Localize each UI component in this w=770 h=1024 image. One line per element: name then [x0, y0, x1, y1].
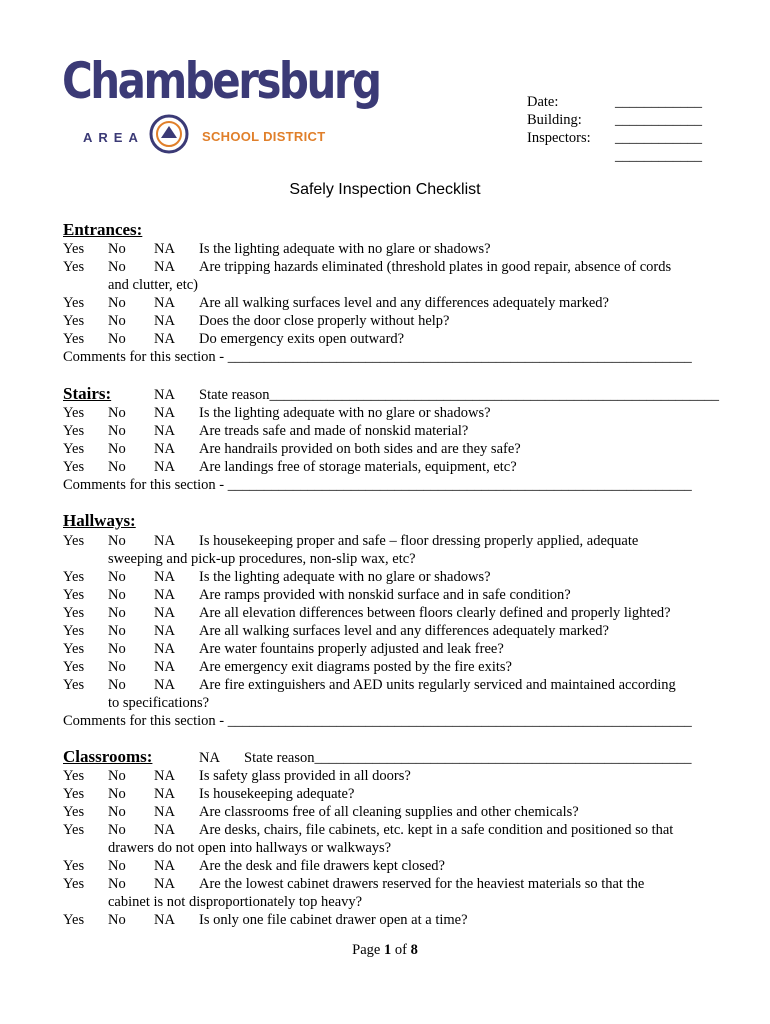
na-option[interactable]: NA: [154, 259, 175, 275]
page-word: Page: [352, 942, 381, 958]
comments-field[interactable]: Comments for this section - ________________________________________________________________: [63, 713, 692, 729]
date-label: Date:: [527, 94, 559, 110]
yes-option[interactable]: Yes: [63, 605, 85, 621]
yes-option[interactable]: Yes: [63, 876, 85, 892]
no-option[interactable]: No: [108, 569, 126, 585]
na-option[interactable]: NA: [154, 786, 175, 802]
no-option[interactable]: No: [108, 623, 126, 639]
na-option[interactable]: NA: [154, 423, 175, 439]
yes-option[interactable]: Yes: [63, 858, 85, 874]
question: Are desks, chairs, file cabinets, etc. kept in a safe condition and positioned so that: [199, 822, 674, 838]
question: Is only one file cabinet drawer open at a time?: [199, 912, 468, 928]
na-option[interactable]: NA: [154, 569, 175, 585]
question: Is the lighting adequate with no glare or shadows?: [199, 241, 491, 257]
na-option[interactable]: NA: [154, 912, 175, 928]
no-option[interactable]: No: [108, 441, 126, 457]
na-option[interactable]: NA: [154, 804, 175, 820]
yes-option[interactable]: Yes: [63, 259, 85, 275]
building-label: Building:: [527, 112, 582, 128]
yes-option[interactable]: Yes: [63, 241, 85, 257]
no-option[interactable]: No: [108, 876, 126, 892]
no-option[interactable]: No: [108, 605, 126, 621]
page-title: Safely Inspection Checklist: [289, 181, 481, 198]
question: Is housekeeping adequate?: [199, 786, 355, 802]
question: Are the lowest cabinet drawers reserved for the heaviest materials so that the: [199, 876, 645, 892]
no-option[interactable]: No: [108, 405, 126, 421]
question: Are handrails provided on both sides and are they safe?: [199, 441, 521, 457]
no-option[interactable]: No: [108, 241, 126, 257]
question: Is housekeeping proper and safe – floor dressing properly applied, adequate: [199, 533, 639, 549]
yes-option[interactable]: Yes: [63, 533, 85, 549]
na-option[interactable]: NA: [154, 387, 175, 403]
state-reason-field[interactable]: State reason____________________________________________________: [244, 750, 692, 766]
yes-option[interactable]: Yes: [63, 587, 85, 603]
question: Are classrooms free of all cleaning supplies and other chemicals?: [199, 804, 579, 820]
na-option[interactable]: NA: [154, 858, 175, 874]
yes-option[interactable]: Yes: [63, 768, 85, 784]
yes-option[interactable]: Yes: [63, 459, 85, 475]
no-option[interactable]: No: [108, 822, 126, 838]
yes-option[interactable]: Yes: [63, 569, 85, 585]
no-option[interactable]: No: [108, 459, 126, 475]
na-option[interactable]: NA: [154, 605, 175, 621]
no-option[interactable]: No: [108, 641, 126, 657]
na-option[interactable]: NA: [199, 750, 220, 766]
question: Are emergency exit diagrams posted by the fire exits?: [199, 659, 512, 675]
no-option[interactable]: No: [108, 659, 126, 675]
question: Are tripping hazards eliminated (threshold plates in good repair, absence of cords: [199, 259, 672, 275]
no-option[interactable]: No: [108, 295, 126, 311]
yes-option[interactable]: Yes: [63, 313, 85, 329]
question: Are treads safe and made of nonskid material?: [199, 423, 469, 439]
hallways-heading: Hallways:: [63, 511, 136, 530]
inspectors-blank-2[interactable]: ____________: [615, 148, 702, 164]
na-option[interactable]: NA: [154, 677, 175, 693]
yes-option[interactable]: Yes: [63, 677, 85, 693]
logo-district-text: SCHOOL DISTRICT: [202, 129, 326, 144]
classrooms-heading: Classrooms:: [63, 747, 153, 766]
question-cont: drawers do not open into hallways or walkways?: [108, 840, 392, 856]
na-option[interactable]: NA: [154, 441, 175, 457]
yes-option[interactable]: Yes: [63, 912, 85, 928]
no-option[interactable]: No: [108, 423, 126, 439]
no-option[interactable]: No: [108, 677, 126, 693]
state-reason-field[interactable]: State reason______________________________________________________________: [199, 387, 719, 403]
question: Are all walking surfaces level and any differences adequately marked?: [199, 623, 609, 639]
comments-field[interactable]: Comments for this section - ________________________________________________________________: [63, 477, 692, 493]
question: Are the desk and file drawers kept closed?: [199, 858, 445, 874]
yes-option[interactable]: Yes: [63, 641, 85, 657]
na-option[interactable]: NA: [154, 241, 175, 257]
na-option[interactable]: NA: [154, 641, 175, 657]
question: Do emergency exits open outward?: [199, 331, 405, 347]
no-option[interactable]: No: [108, 331, 126, 347]
question-cont: and clutter, etc): [108, 277, 198, 293]
district-seal-icon: [149, 114, 189, 154]
na-option[interactable]: NA: [154, 822, 175, 838]
no-option[interactable]: No: [108, 587, 126, 603]
page-footer: [0, 942, 770, 959]
na-option[interactable]: NA: [154, 405, 175, 421]
question-cont: to specifications?: [108, 695, 210, 711]
logo-wordmark: Chambersburg: [62, 52, 380, 110]
yes-option[interactable]: Yes: [63, 786, 85, 802]
yes-option[interactable]: Yes: [63, 441, 85, 457]
yes-option[interactable]: Yes: [63, 623, 85, 639]
no-option[interactable]: No: [108, 804, 126, 820]
na-option[interactable]: NA: [154, 533, 175, 549]
page-total: 8: [410, 942, 418, 958]
header-labels: [527, 93, 591, 147]
date-blank[interactable]: ____________: [615, 94, 702, 110]
question: Are all elevation differences between floors clearly defined and properly lighted?: [199, 605, 671, 621]
inspectors-label: Inspectors:: [527, 130, 591, 146]
comments-field[interactable]: Comments for this section - ________________________________________________________________: [63, 349, 692, 365]
header-blanks: [615, 93, 702, 165]
no-option[interactable]: No: [108, 912, 126, 928]
na-option[interactable]: NA: [154, 587, 175, 603]
na-option[interactable]: NA: [154, 295, 175, 311]
na-option[interactable]: NA: [154, 331, 175, 347]
na-option[interactable]: NA: [154, 659, 175, 675]
entrances-heading: Entrances:: [63, 220, 143, 239]
of-word: of: [394, 942, 407, 958]
na-option[interactable]: NA: [154, 459, 175, 475]
question: Are all walking surfaces level and any differences adequately marked?: [199, 295, 609, 311]
building-blank[interactable]: ____________: [615, 112, 702, 128]
yes-option[interactable]: Yes: [63, 405, 85, 421]
logo-area-text: AREA: [83, 130, 144, 145]
question: Are ramps provided with nonskid surface and in safe condition?: [199, 587, 571, 603]
inspectors-blank[interactable]: ____________: [615, 130, 702, 146]
yes-option[interactable]: Yes: [63, 804, 85, 820]
yes-option[interactable]: Yes: [63, 295, 85, 311]
question: Are water fountains properly adjusted and leak free?: [199, 641, 504, 657]
yes-option[interactable]: Yes: [63, 331, 85, 347]
page-number: 1: [383, 942, 392, 958]
no-option[interactable]: No: [108, 768, 126, 784]
question: Are landings free of storage materials, equipment, etc?: [199, 459, 517, 475]
na-option[interactable]: NA: [154, 313, 175, 329]
na-option[interactable]: NA: [154, 768, 175, 784]
question-cont: sweeping and pick-up procedures, non-slip wax, etc?: [108, 551, 416, 567]
question: Is the lighting adequate with no glare or shadows?: [199, 569, 491, 585]
question: Are fire extinguishers and AED units regularly serviced and maintained according: [199, 677, 676, 693]
stairs-heading: Stairs:: [63, 384, 112, 403]
na-option[interactable]: NA: [154, 876, 175, 892]
yes-option[interactable]: Yes: [63, 822, 85, 838]
question: Is the lighting adequate with no glare or shadows?: [199, 405, 491, 421]
question: Is safety glass provided in all doors?: [199, 768, 411, 784]
na-option[interactable]: NA: [154, 623, 175, 639]
no-option[interactable]: No: [108, 858, 126, 874]
yes-option[interactable]: Yes: [63, 423, 85, 439]
district-logo: [62, 52, 380, 156]
no-option[interactable]: No: [108, 786, 126, 802]
question-cont: cabinet is not disproportionately top heavy?: [108, 894, 363, 910]
yes-option[interactable]: Yes: [63, 659, 85, 675]
no-option[interactable]: No: [108, 259, 126, 275]
question: Does the door close properly without help?: [199, 313, 450, 329]
no-option[interactable]: No: [108, 533, 126, 549]
no-option[interactable]: No: [108, 313, 126, 329]
